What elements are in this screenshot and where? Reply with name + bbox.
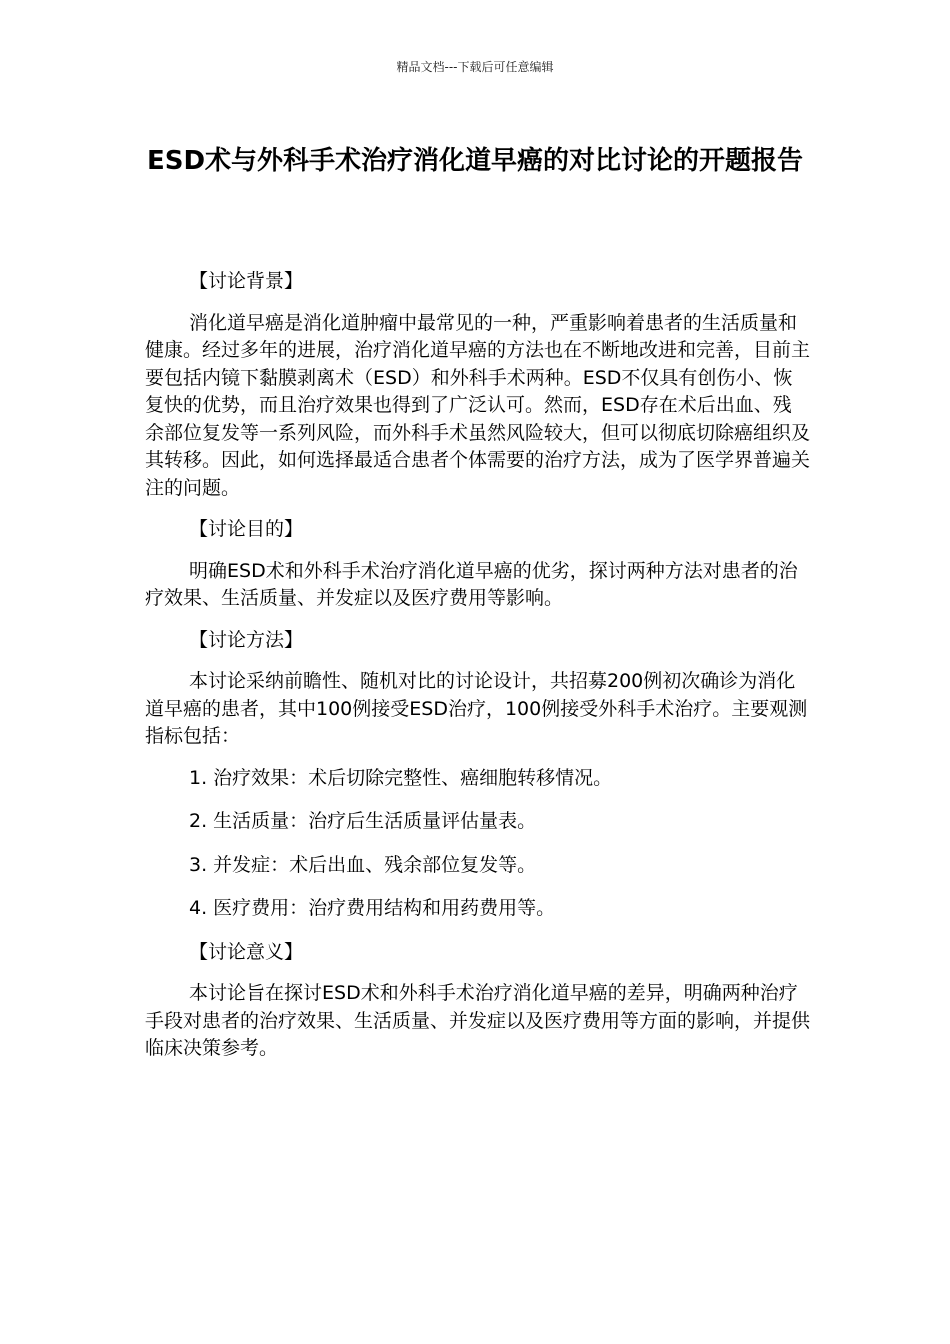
purpose-paragraph: 明确ESD术和外科手术治疗消化道早癌的优劣，探讨两种方法对患者的治疗效果、生活质量、并发症以及医疗费用等影响。 [145,559,798,609]
document-body [145,268,810,1077]
header-note: 精品文档---下载后可任意编辑 [396,60,554,74]
document-title: ESD术与外科手术治疗消化道早癌的对比讨论的开题报告 [146,146,804,176]
section-heading-purpose: 【讨论目的】 [189,518,304,540]
section-heading-method: 【讨论方法】 [189,628,304,651]
background-paragraph: 消化道早癌是消化道肿瘤中最常见的一种，严重影响着患者的生活质量和健康。经过多年的进展，治疗消化道早癌的方法也在不断地改进和完善，目前主要包括内镜下黏膜剥离术（ESD）和外科手术两种。ESD不仅具有创伤小、恢复快的优势，而且治疗效果也得到了广泛认可。然而，ESD存在术后出血、残余部位复发等一系列风险，而外科手术虽然风险较大，但可以彻底切除癌组织及其转移。因此，如何选择最适合患者个体需要的治疗方法，成为了医学界普遍关注的问题。 [145,311,811,499]
indicator-list [145,765,810,923]
section-heading-background: 【讨论背景】 [189,270,304,292]
significance-paragraph: 本讨论旨在探讨ESD术和外科手术治疗消化道早癌的差异，明确两种治疗手段对患者的治疗效果、生活质量、并发症以及医疗费用等方面的影响，并提供临床决策参考。 [145,982,811,1059]
list-item: 1. 治疗效果：术后切除完整性、癌细胞转移情况。 [189,766,613,789]
list-item: 2. 生活质量：治疗后生活质量评估量表。 [189,810,537,832]
method-paragraph: 本讨论采纳前瞻性、随机对比的讨论设计，共招募200例初次确诊为消化道早癌的患者，其中100例接受ESD治疗，100例接受外科手术治疗。主要观测指标包括： [145,670,808,747]
section-heading-significance: 【讨论意义】 [189,940,304,963]
list-item: 4. 医疗费用：治疗费用结构和用药费用等。 [189,897,556,919]
list-item: 3. 并发症：术后出血、残余部位复发等。 [189,853,537,876]
